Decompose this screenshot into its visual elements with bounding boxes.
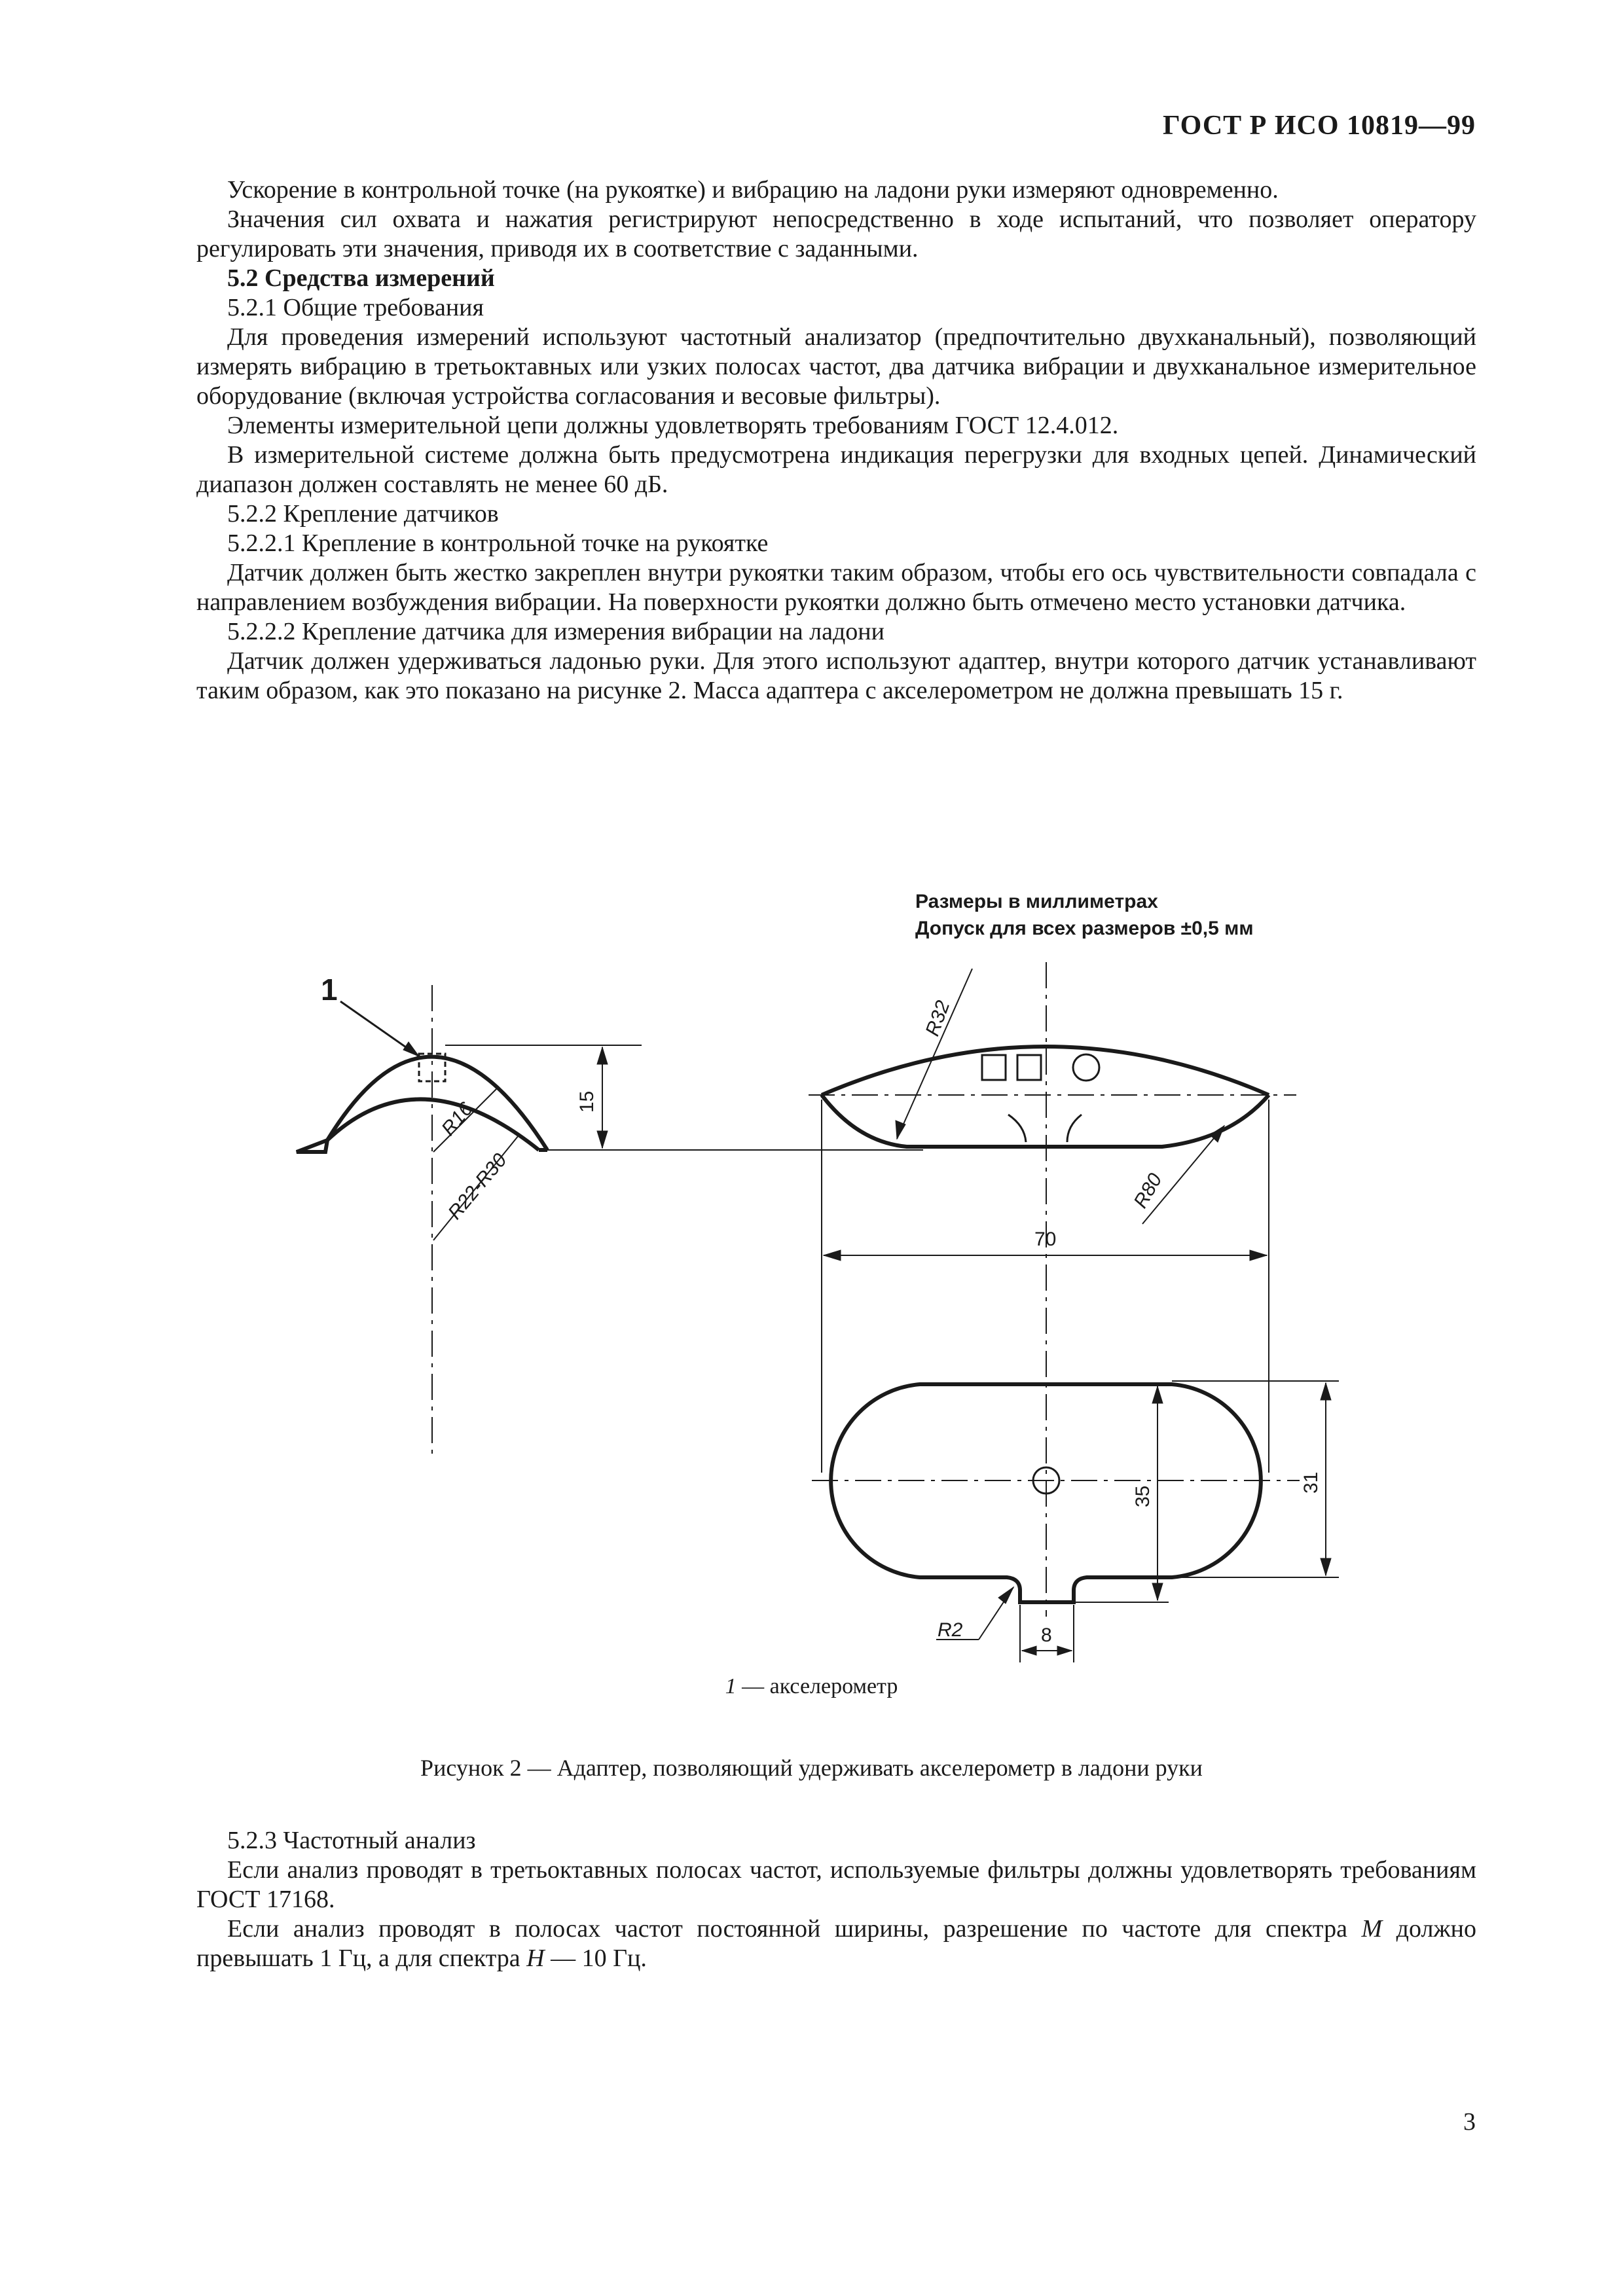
dim-r22-r30-label: R22-R30: [444, 1149, 511, 1224]
dim-r80-label: R80: [1129, 1170, 1167, 1212]
paragraph: В измерительной системе должна быть предусмотрена индикация перегрузки для входных цепей. Динамический диапазон должен составлять не менее 60 дБ.: [196, 441, 1476, 498]
lens-bottom-arc: [822, 1095, 1269, 1147]
sensor-square-1: [982, 1055, 1006, 1080]
section-heading: 5.2 Средства измерений: [227, 264, 495, 292]
lens-top-arc: [822, 1047, 1269, 1095]
adapter-top-view: [812, 1381, 1339, 1662]
dim-15-label: 15: [576, 1090, 598, 1113]
dim-31-label: 31: [1300, 1471, 1322, 1494]
tick-left: [1008, 1115, 1026, 1142]
paragraph: Датчик должен удерживаться ладонью руки. Для этого используют адаптер, внутри которого датчик устанавливают таким образом, как это показано на рисунке 2. Масса адаптера с акселерометром не должна превышать 15 г.: [196, 647, 1476, 704]
figure-caption: Рисунок 2 — Адаптер, позволяющий удерживать акселерометр в ладони руки: [420, 1755, 1203, 1781]
spectrum-m-symbol: M: [1361, 1915, 1383, 1943]
legend-number: 1: [725, 1674, 737, 1698]
paragraph: Датчик должен быть жестко закреплен внутри рукоятки таким образом, чтобы его ось чувствительности совпадала с направлением возбуждения вибрации. На поверхности рукоятки должно быть отмечено место установки датчика.: [196, 559, 1476, 616]
subsection-heading: 5.2.2.2 Крепление датчика для измерения вибрации на ладони: [227, 618, 884, 645]
dim-r2-label: R2: [938, 1619, 963, 1641]
document-standard-header: ГОСТ Р ИСО 10819—99: [1162, 111, 1476, 141]
side-lip: [297, 1140, 327, 1152]
paragraph: [196, 1914, 1476, 1973]
subsection-heading: 5.2.2 Крепление датчиков: [227, 500, 499, 528]
sensor-square-2: [1017, 1055, 1041, 1080]
callout-1-label: 1: [321, 973, 338, 1007]
dim35-arrow-bottom: [1152, 1583, 1163, 1600]
figure-note-units: Размеры в миллиметрах: [915, 891, 1158, 912]
paragraph: Ускорение в контрольной точке (на рукоятке) и вибрацию на ладони руки измеряют одновременно.: [227, 176, 1279, 204]
figure-note-tolerance: Допуск для всех размеров ±0,5 мм: [915, 918, 1254, 939]
paragraph: Значения сил охвата и нажатия регистрируют непосредственно в ходе испытаний, что позволяет оператору регулировать эти значения, приводя их в соответствие с заданными.: [196, 206, 1476, 262]
dim-r32-label: R32: [921, 997, 955, 1039]
paragraph: Элементы измерительной цепи должны удовлетворять требованиям ГОСТ 12.4.012.: [227, 412, 1119, 439]
dim-8-label: 8: [1041, 1624, 1052, 1646]
dim8-arrow-right: [1057, 1646, 1072, 1655]
paragraph-part: Если анализ проводят в полосах частот постоянной ширины, разрешение по частоте для спектра: [227, 1915, 1362, 1943]
sensor-circle: [1073, 1054, 1099, 1081]
inner-arc: [327, 1100, 539, 1150]
dim35-arrow-top: [1152, 1386, 1163, 1403]
dim-r16-label: R16: [437, 1098, 477, 1140]
r2-arrow: [998, 1587, 1013, 1604]
subsection-heading: 5.2.3 Частотный анализ: [227, 1827, 476, 1854]
paragraph-part: — 10 Гц.: [544, 1945, 647, 1972]
dim70-arrow-right: [1250, 1250, 1267, 1261]
outer-arc: [327, 1057, 547, 1150]
dim15-arrow-top: [597, 1047, 608, 1064]
dim31-arrow-bottom: [1321, 1558, 1331, 1575]
dim31-arrow-top: [1321, 1383, 1331, 1400]
spectrum-h-symbol: H: [526, 1945, 545, 1972]
subsection-heading: 5.2.1 Общие требования: [227, 294, 484, 321]
adapter-side-view: [297, 985, 923, 1460]
paragraph-part: должно превышать 1 Гц, а для спектра: [196, 1915, 1477, 1972]
dim-35-label: 35: [1132, 1485, 1154, 1507]
callout-arrow: [403, 1042, 419, 1056]
figure-legend: [0, 1674, 1623, 1699]
adapter-front-view: [809, 962, 1296, 1617]
tick-right: [1067, 1115, 1082, 1142]
dim70-arrow-left: [824, 1250, 841, 1261]
dim15-arrow-bottom: [597, 1131, 608, 1148]
dim-70-label: 70: [1034, 1229, 1057, 1250]
page-number: 3: [1463, 2108, 1476, 2136]
text-block-lower: [196, 1826, 1476, 1973]
paragraph: Для проведения измерений используют частотный анализатор (предпочтительно двухканальный), позволяющий измерять вибрацию в третьоктавных или узких полосах частот, два датчика вибрации и двухканальное измерительное оборудование (включая устройства согласования и весовые фильтры).: [196, 323, 1476, 410]
dim8-arrow-left: [1022, 1646, 1036, 1655]
subsection-heading: 5.2.2.1 Крепление в контрольной точке на рукоятке: [227, 529, 769, 557]
paragraph: Если анализ проводят в третьоктавных полосах частот, используемые фильтры должны удовлетворять требованиям ГОСТ 17168.: [196, 1856, 1476, 1913]
legend-text: — акселерометр: [736, 1674, 898, 1698]
